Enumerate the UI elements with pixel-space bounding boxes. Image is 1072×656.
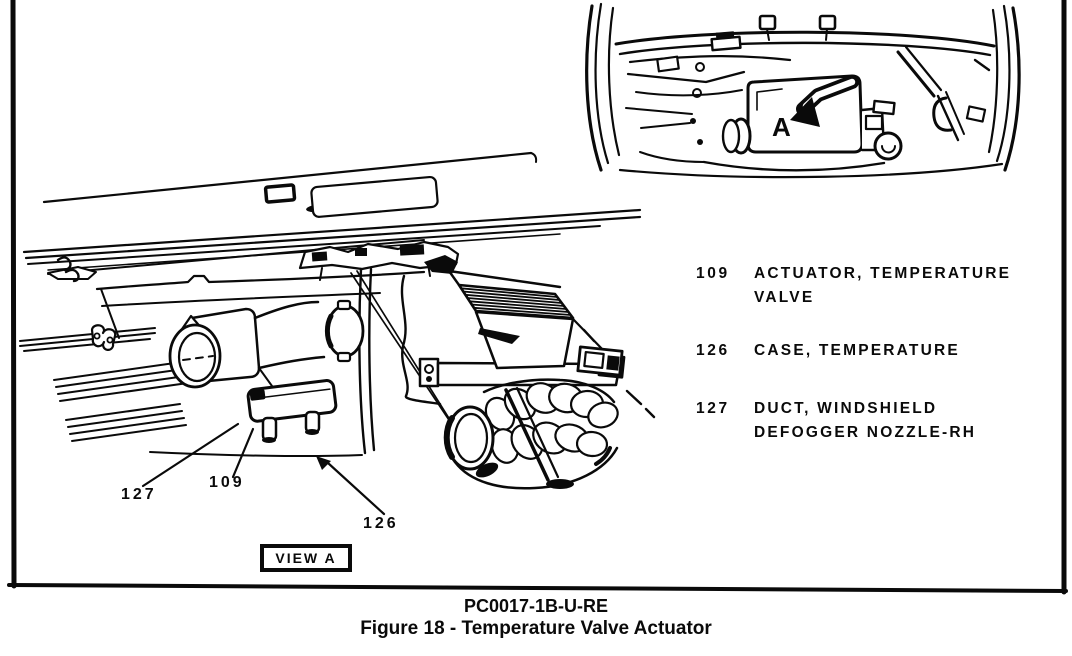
defogger-duct-127 [170,301,363,387]
inset-location-view-drawing [587,4,1019,177]
legend-number: 109 [696,265,730,282]
callout-127: 127 [121,486,157,503]
legend-item-127 [696,397,976,445]
figure-caption: Figure 18 - Temperature Valve Actuator [360,618,712,639]
legend-item-109 [696,262,1011,310]
corrugated-hose [447,377,621,489]
legend-number: 126 [696,342,730,359]
legend-text: ACTUATOR, TEMPERATURE VALVE [754,265,1012,306]
callout-109: 109 [209,474,245,491]
view-a-box [260,544,352,572]
legend-item-126 [696,339,960,363]
main-exploded-view-drawing [20,153,654,514]
view-a-label: VIEW A [275,550,337,566]
actuator-109 [247,380,336,443]
legend-text: CASE, TEMPERATURE [754,342,960,359]
inset-location-label: A [772,112,791,142]
callout-126: 126 [363,515,399,532]
figure-code: PC0017-1B-U-RE [463,596,609,616]
legend-text: DUCT, WINDSHIELD DEFOGGER NOZZLE-RH [754,400,977,441]
legend-number: 127 [696,400,730,417]
